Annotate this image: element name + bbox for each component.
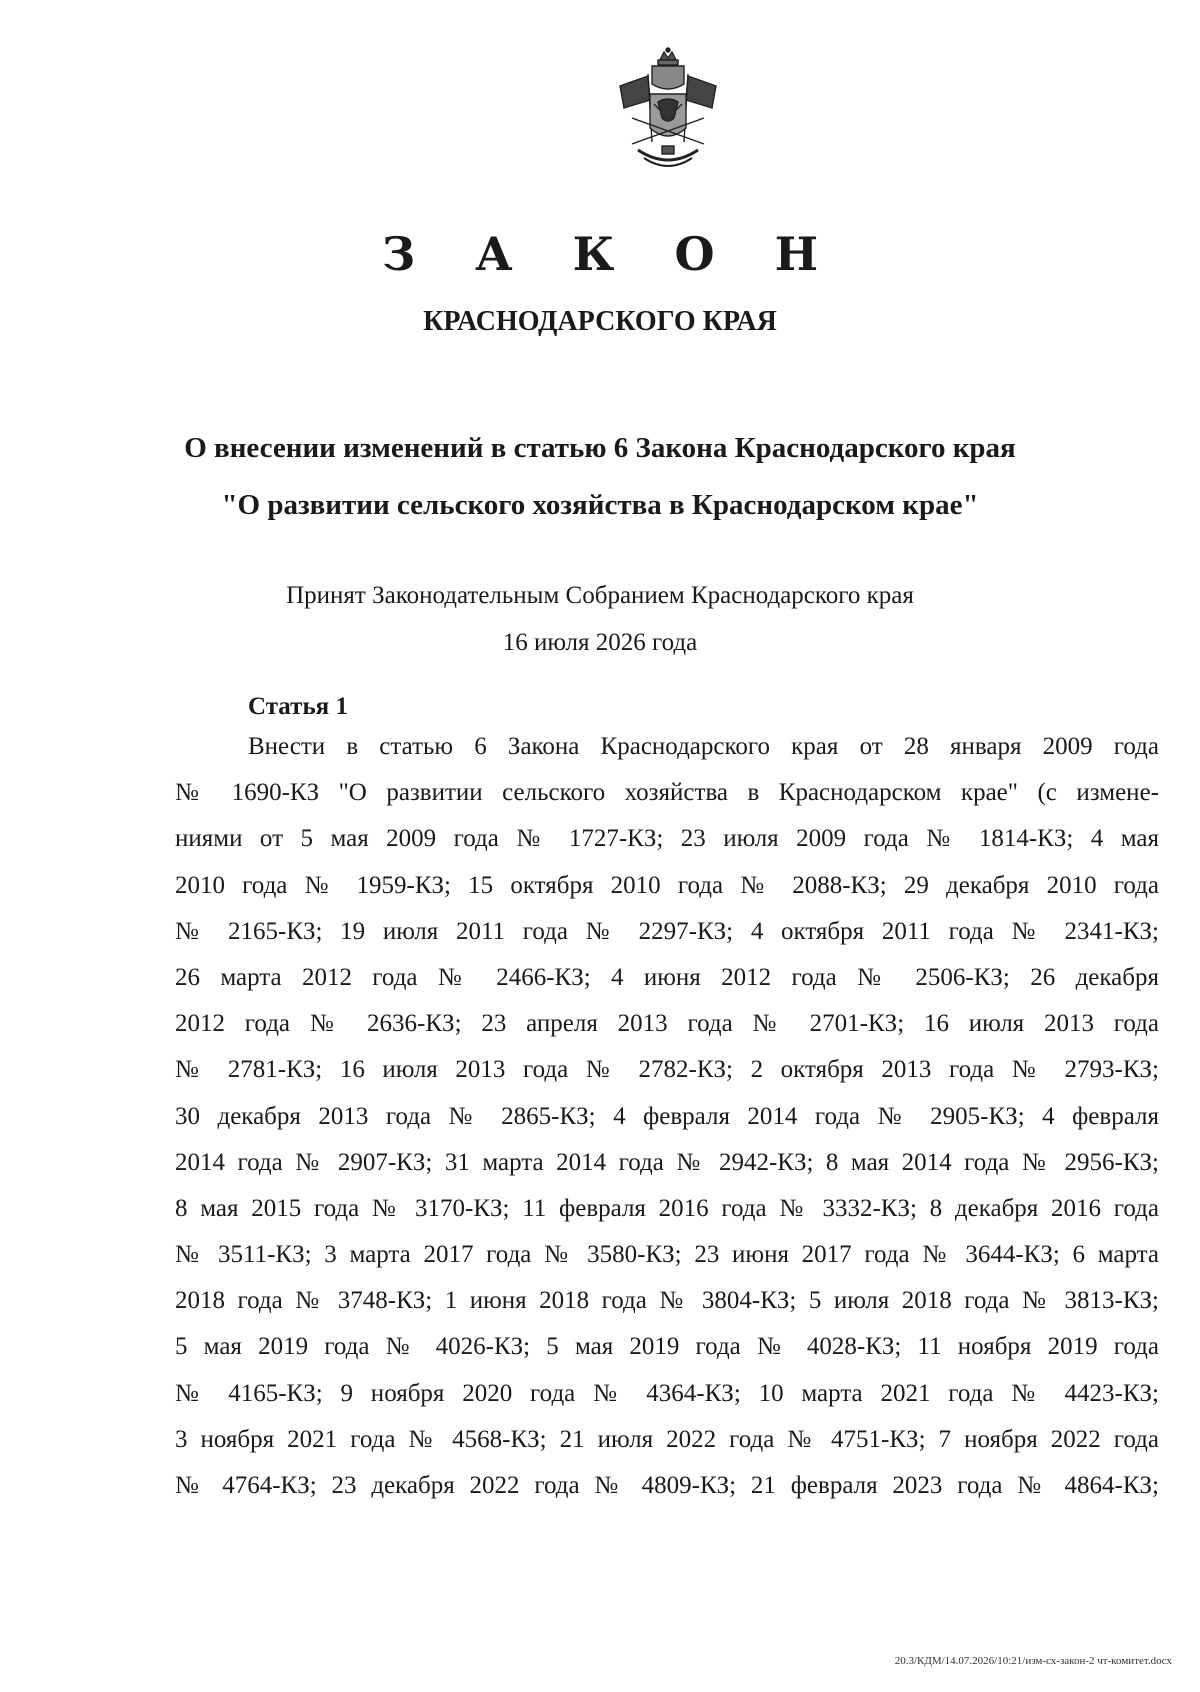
article-line: 8 мая 2015 года № 3170-КЗ; 11 февраля 2016 года № 3332-КЗ; 8 декабря 2016 года [175, 1194, 1159, 1222]
article-line: 26 марта 2012 года № 2466-КЗ; 4 июня 2012 года № 2506-КЗ; 26 декабря [175, 963, 1159, 991]
law-subject-line-2: "О развитии сельского хозяйства в Краснодарском крае" [221, 489, 979, 521]
article-line: № 4165-КЗ; 9 ноября 2020 года № 4364-КЗ; 10 марта 2021 года № 4423-КЗ; [175, 1379, 1159, 1407]
article-line: 30 декабря 2013 года № 2865-КЗ; 4 февраля 2014 года № 2905-КЗ; 4 февраля [175, 1102, 1159, 1130]
article-line: 2014 года № 2907-КЗ; 31 марта 2014 года № 2942-КЗ; 8 мая 2014 года № 2956-КЗ; [175, 1148, 1159, 1176]
law-region: КРАСНОДАРСКОГО КРАЯ [423, 306, 777, 337]
law-title: З А К О Н [381, 227, 841, 281]
article-line: № 2781-КЗ; 16 июля 2013 года № 2782-КЗ; 2 октября 2013 года № 2793-КЗ; [175, 1056, 1159, 1084]
article-line: № 4764-КЗ; 23 декабря 2022 года № 4809-КЗ; 21 февраля 2023 года № 4864-КЗ; [175, 1472, 1159, 1499]
adoption-body: Принят Законодательным Собранием Краснодарского края [286, 582, 914, 609]
law-subject-line-1: О внесении изменений в статью 6 Закона Краснодарского края [184, 432, 1016, 464]
article-line: 2018 года № 3748-КЗ; 1 июня 2018 года № 3804-КЗ; 5 июля 2018 года № 3813-КЗ; [175, 1287, 1159, 1315]
article-body [175, 724, 1159, 1509]
article-line: № 1690-КЗ "О развитии сельского хозяйства в Краснодарском крае" (с измене- [175, 779, 1159, 807]
file-stamp: 20.3/КДМ/14.07.2026/10:21/изм-сх-закон-2 чт-комитет.docx [894, 1655, 1172, 1667]
article-heading: Статья 1 [248, 693, 348, 720]
article-line: Внести в статью 6 Закона Краснодарского края от 28 января 2009 года [248, 733, 1159, 760]
article-line: 2010 года № 1959-КЗ; 15 октября 2010 года № 2088-КЗ; 29 декабря 2010 года [175, 871, 1159, 899]
law-subject [120, 420, 1080, 534]
article-line: № 2165-КЗ; 19 июля 2011 года № 2297-КЗ; 4 октября 2011 года № 2341-КЗ; [175, 917, 1159, 945]
article-line: 2012 года № 2636-КЗ; 23 апреля 2013 года № 2701-КЗ; 16 июля 2013 года [175, 1010, 1159, 1038]
article-line: 5 мая 2019 года № 4026-КЗ; 5 мая 2019 года № 4028-КЗ; 11 ноября 2019 года [175, 1333, 1159, 1361]
article-line: ниями от 5 мая 2009 года № 1727-КЗ; 23 июля 2009 года № 1814-КЗ; 4 мая [175, 825, 1159, 853]
adoption-date: 16 июля 2026 года [502, 629, 698, 656]
adoption-note [120, 572, 1080, 666]
article-line: № 3511-КЗ; 3 марта 2017 года № 3580-КЗ; 23 июня 2017 года № 3644-КЗ; 6 марта [175, 1241, 1159, 1269]
coat-of-arms-icon [608, 46, 728, 178]
article-line: 3 ноября 2021 года № 4568-КЗ; 21 июля 2022 года № 4751-КЗ; 7 ноября 2022 года [175, 1425, 1159, 1453]
